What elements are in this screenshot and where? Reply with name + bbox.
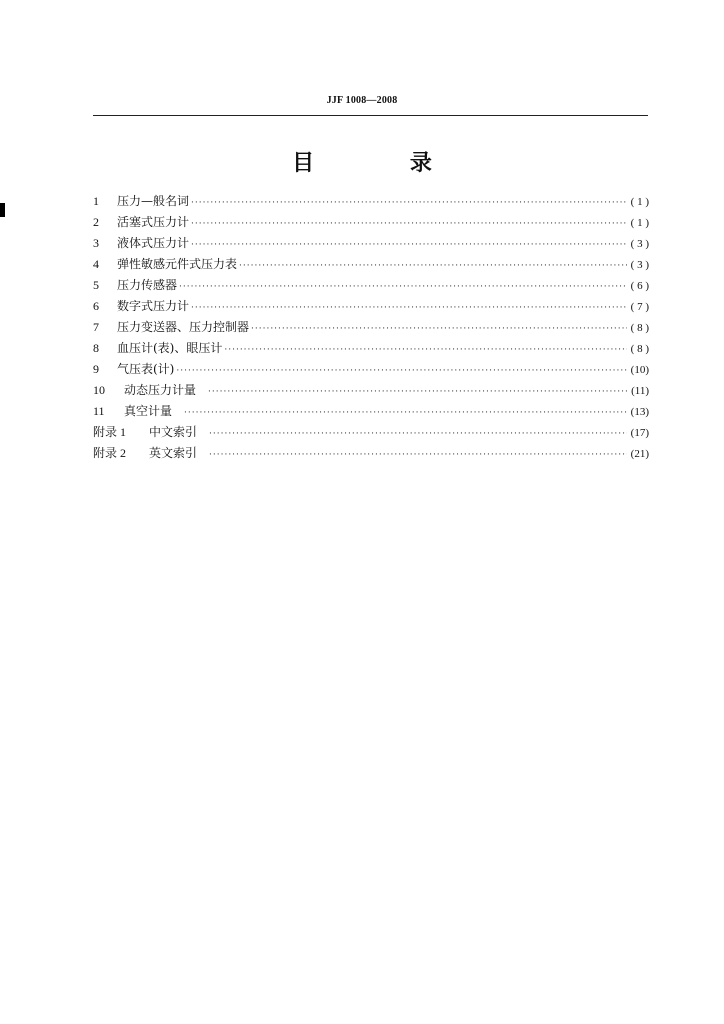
- toc-page-number: (13): [630, 406, 649, 418]
- dot-leader: [224, 345, 626, 355]
- toc-label: 血压计(表)、眼压计: [117, 341, 223, 355]
- toc-entry-9[interactable]: [93, 360, 649, 381]
- toc-page-number: ( 1 ): [630, 217, 649, 229]
- dot-leader: [239, 261, 627, 271]
- toc-entry-7[interactable]: [93, 318, 649, 339]
- toc-page-number: ( 6 ): [630, 280, 649, 292]
- dot-leader: [208, 387, 627, 397]
- toc-number: 7: [93, 320, 99, 334]
- dot-leader: [191, 219, 627, 229]
- scan-mark: [0, 203, 5, 217]
- toc-label: 压力变送器、压力控制器: [117, 320, 250, 334]
- standard-code: JJF 1008—2008: [326, 95, 398, 106]
- toc-page-number: ( 3 ): [630, 238, 649, 250]
- toc-number: 11: [93, 404, 105, 418]
- toc-page-number: ( 3 ): [630, 259, 649, 271]
- toc-page-number: (10): [630, 364, 649, 376]
- table-of-contents: [93, 192, 649, 465]
- toc-page-number: ( 7 ): [630, 301, 649, 313]
- toc-number: 6: [93, 299, 99, 313]
- toc-label: 压力传感器: [117, 278, 178, 292]
- toc-label: 活塞式压力计: [117, 215, 190, 229]
- toc-number: 10: [93, 383, 105, 397]
- dot-leader: [209, 429, 627, 439]
- toc-label: 动态压力计量: [124, 383, 197, 397]
- header-rule: [93, 115, 648, 116]
- toc-number: 2: [93, 215, 99, 229]
- dot-leader: [251, 324, 627, 334]
- toc-label: 英文索引: [149, 446, 198, 460]
- dot-leader: [191, 198, 627, 208]
- toc-page-number: (11): [631, 385, 649, 397]
- toc-entry-6[interactable]: [93, 297, 649, 318]
- dot-leader: [191, 303, 627, 313]
- dot-leader: [209, 450, 627, 460]
- toc-number: 8: [93, 341, 99, 355]
- toc-label: 弹性敏感元件式压力表: [117, 257, 238, 271]
- toc-label: 气压表(计): [117, 362, 175, 376]
- toc-entry-8[interactable]: [93, 339, 649, 360]
- toc-number: 9: [93, 362, 99, 376]
- toc-entry-11[interactable]: [93, 402, 649, 423]
- toc-page-number: ( 8 ): [630, 343, 649, 355]
- toc-label: 压力—般名词: [117, 194, 190, 208]
- toc-entry-3[interactable]: [93, 234, 649, 255]
- toc-page-number: (17): [630, 427, 649, 439]
- toc-label: 数字式压力计: [117, 299, 190, 313]
- toc-entry-4[interactable]: [93, 255, 649, 276]
- toc-entry-5[interactable]: [93, 276, 649, 297]
- dot-leader: [191, 240, 627, 250]
- dot-leader: [179, 282, 627, 292]
- toc-entry-2[interactable]: [93, 213, 649, 234]
- toc-entry-appendix-2[interactable]: [93, 444, 649, 465]
- dot-leader: [184, 408, 627, 418]
- toc-number: 4: [93, 257, 99, 271]
- toc-number: 3: [93, 236, 99, 250]
- page-title: 目 录: [292, 151, 476, 176]
- toc-label: 真空计量: [124, 404, 173, 418]
- toc-entry-1[interactable]: [93, 192, 649, 213]
- toc-entry-10[interactable]: [93, 381, 649, 402]
- toc-number: 附录 2: [93, 446, 127, 460]
- toc-number: 附录 1: [93, 425, 127, 439]
- toc-number: 5: [93, 278, 99, 292]
- toc-page-number: (21): [630, 448, 649, 460]
- toc-page-number: ( 8 ): [630, 322, 649, 334]
- toc-label: 中文索引: [149, 425, 198, 439]
- toc-entry-appendix-1[interactable]: [93, 423, 649, 444]
- dot-leader: [176, 366, 626, 376]
- toc-page-number: ( 1 ): [630, 196, 649, 208]
- toc-number: 1: [93, 194, 99, 208]
- toc-label: 液体式压力计: [117, 236, 190, 250]
